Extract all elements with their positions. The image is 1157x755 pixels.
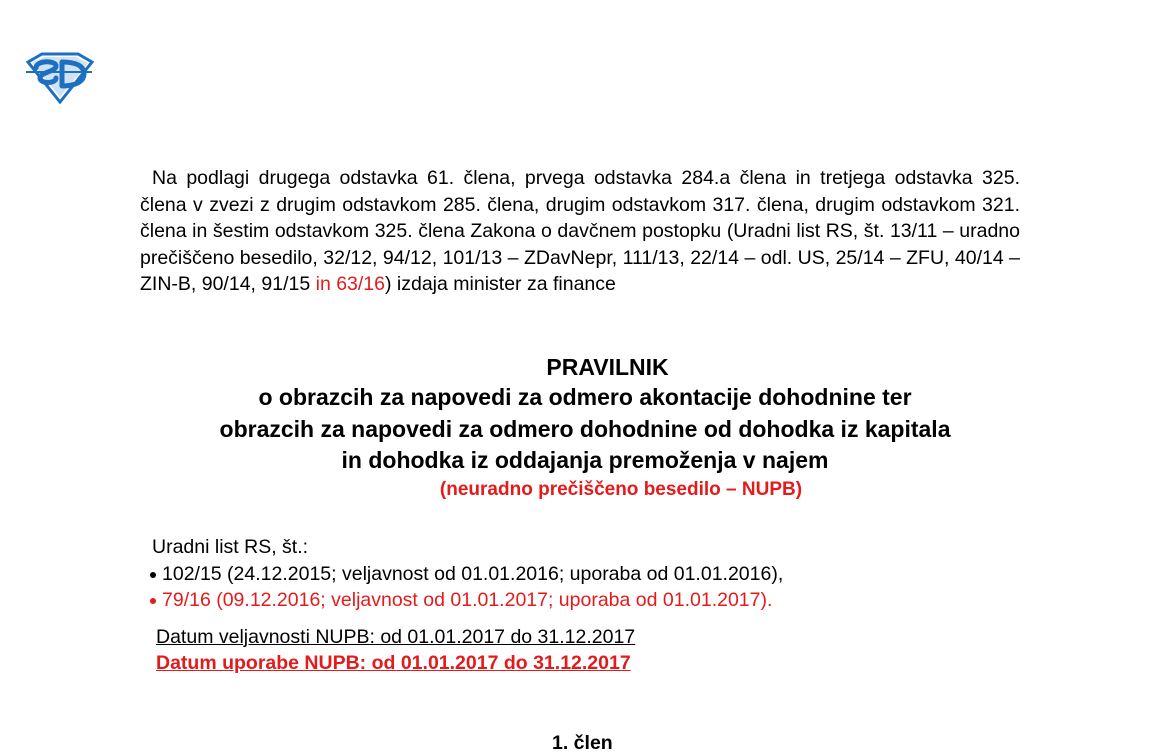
reference-text: 79/16 (09.12.2016; veljavnost od 01.01.2017; uporaba od 01.01.2017). [162,589,773,611]
intro-paragraph [140,165,1020,298]
title-subtitle: (neuradno prečiščeno besedilo – NUPB) [439,478,803,500]
reference-text: 102/15 (24.12.2015; veljavnost od 01.01.2016; uporaba od 01.01.2016), [162,562,784,585]
article-heading: 1. člen [552,732,613,754]
bullet-icon [150,598,156,604]
title-main: PRAVILNIK [546,354,669,380]
nupb-dates [156,624,635,676]
application-date: Datum uporabe NUPB: od 01.01.2017 do 31.12.2017 [156,652,631,674]
gazette-references [152,534,1052,614]
bullet-icon [150,572,156,578]
references-heading: Uradni list RS, št.: [152,536,309,558]
reference-item [148,587,1052,614]
title-line-3: in dohodka iz oddajanja premoženja v najem [341,447,829,473]
reference-item [148,561,1052,588]
intro-text: Na podlagi drugega odstavka 61. člena, prvega odstavka 284.a člena in tretjega odstavka 325. člena v zvezi z drugim odstavkom 285. člena, drugim odstavkom 317. člena, drugim odstavkom 321. člena in šestim odstavkom 325. člena Zakona o davčnem postopku (Uradni list RS, št. 13/11 – uradno prečiščeno besedilo, 32/12, 94/12, 101/13 – ZDavNepr, 111/13, 22/14 – odl. US, 25/14 – ZFU, 40/14 – ZIN-B, 90/14, 91/15 [140,167,1020,295]
intro-end-text: ) izdaja minister za finance [385,273,616,295]
intro-amendment-text: in 63/16 [310,273,385,295]
sd-logo-icon [22,50,96,104]
regulation-title [100,352,1070,503]
validity-date: Datum veljavnosti NUPB: od 01.01.2017 do 31.12.2017 [156,626,636,648]
title-line-1: o obrazcih za napovedi za odmero akontacije dohodnine ter [258,384,912,410]
references-list [152,561,1052,614]
title-line-2: obrazcih za napovedi za odmero dohodnine od dohodka iz kapitala [219,415,951,442]
